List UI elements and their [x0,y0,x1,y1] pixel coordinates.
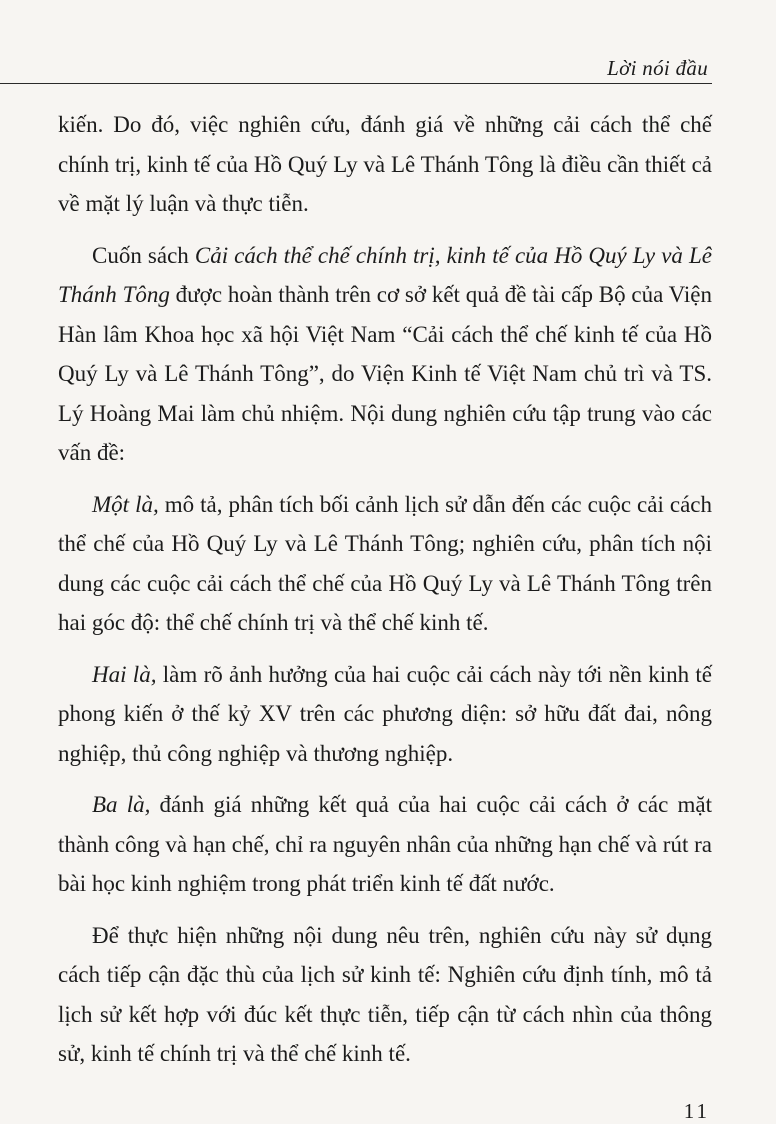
paragraph-2-lead: Cuốn sách [92,242,195,268]
point-one-text: mô tả, phân tích bối cảnh lịch sử dẫn đến các cuộc cải cách thể chế của Hồ Quý Ly và Lê Thánh Tông; nghiên cứu, phân tích nội dung các cuộc cải cách thể chế của Hồ Quý Ly và Lê Thánh Tông trên hai góc độ: thể chế chính trị và thể chế kinh tế. [58,491,712,635]
paragraph-3 [58,485,712,643]
page-number: 11 [683,1099,710,1123]
point-three-text: đánh giá những kết quả của hai cuộc cải cách ở các mặt thành công và hạn chế, chỉ ra nguyên nhân của những hạn chế và rút ra bài học kinh nghiệm trong phát triển kinh tế đất nước. [58,792,712,896]
point-two-text: làm rõ ảnh hưởng của hai cuộc cải cách này tới nền kinh tế phong kiến ở thế kỷ XV trên các phương diện: sở hữu đất đai, nông nghiệp, thủ công nghiệp và thương nghiệp. [58,661,712,766]
book-title: Cải cách thể chế chính trị, kinh tế của Hồ Quý Ly và Lê Thánh Tông [58,242,712,307]
paragraph-5 [58,785,712,904]
paragraph-4 [58,655,712,774]
running-header: Lời nói đầu [607,56,708,80]
paragraph-1: kiến. Do đó, việc nghiên cứu, đánh giá về những cải cách thể chế chính trị, kinh tế của Hồ Quý Ly và Lê Thánh Tông là điều cần thiết cả về mặt lý luận và thực tiễn. [58,112,712,216]
point-two-label: Hai là, [92,661,157,687]
header-rule [0,83,712,84]
paragraph-6: Để thực hiện những nội dung nêu trên, nghiên cứu này sử dụng cách tiếp cận đặc thù của lịch sử kinh tế: Nghiên cứu định tính, mô tả lịch sử kết hợp với đúc kết thực tiễn, tiếp cận từ cách nhìn của thông sử, kinh tế chính trị và thể chế kinh tế. [58,922,712,1066]
page-body [58,105,712,1086]
paragraph-2-text: được hoàn thành trên cơ sở kết quả đề tài cấp Bộ của Viện Hàn lâm Khoa học xã hội Việt Nam “Cải cách thể chế kinh tế của Hồ Quý Ly và Lê Thánh Tông”, do Viện Kinh tế Việt Nam chủ trì và TS. Lý Hoàng Mai làm chủ nhiệm. Nội dung nghiên cứu tập trung vào các vấn đề: [58,282,712,465]
paragraph-2 [58,236,712,473]
point-one-label: Một là, [92,491,159,517]
point-three-label: Ba là, [92,792,151,817]
